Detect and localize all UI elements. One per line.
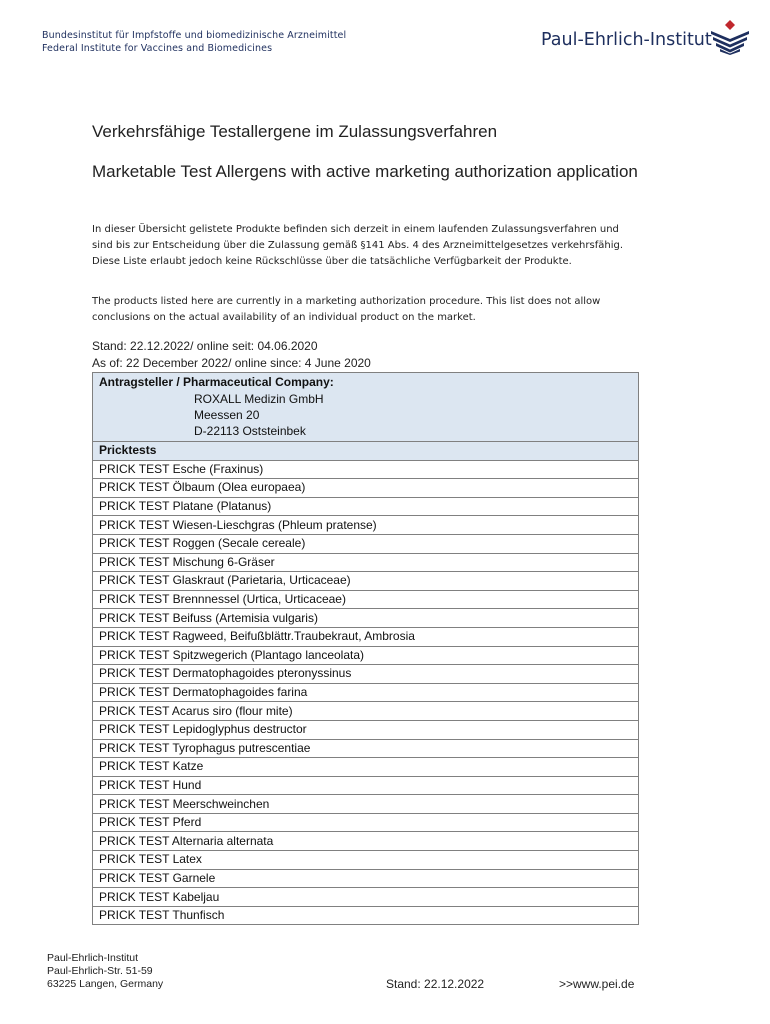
product-name: PRICK TEST Thunfisch xyxy=(93,906,639,925)
company-city: D-22113 Oststeinbek xyxy=(194,424,306,438)
section-row xyxy=(93,442,639,461)
footer-address-line: 63225 Langen, Germany xyxy=(47,978,164,990)
product-name: PRICK TEST Spitzwegerich (Plantago lanceolata) xyxy=(93,646,639,665)
company-name: ROXALL Medizin GmbH xyxy=(194,392,324,406)
footer-address-line: Paul-Ehrlich-Institut xyxy=(47,952,139,964)
table-row xyxy=(93,497,639,516)
footer-address-line: Paul-Ehrlich-Str. 51-59 xyxy=(47,965,153,977)
stand-date-en: As of: 22 December 2022/ online since: 4 June 2020 xyxy=(92,356,371,370)
table-row xyxy=(93,869,639,888)
company-row xyxy=(93,373,639,442)
table-row xyxy=(93,627,639,646)
product-name: PRICK TEST Brennnessel (Urtica, Urticaceae) xyxy=(93,590,639,609)
institute-name-en: Federal Institute for Vaccines and Biomedicines xyxy=(42,43,273,54)
table-row xyxy=(93,590,639,609)
table-row xyxy=(93,646,639,665)
product-name: PRICK TEST Latex xyxy=(93,851,639,870)
product-name: PRICK TEST Acarus siro (flour mite) xyxy=(93,702,639,721)
table-row xyxy=(93,720,639,739)
table-row xyxy=(93,479,639,498)
product-name: PRICK TEST Platane (Platanus) xyxy=(93,497,639,516)
table-row xyxy=(93,665,639,684)
section-title: Pricktests xyxy=(93,442,639,461)
table-row xyxy=(93,516,639,535)
company-label: Antragsteller / Pharmaceutical Company: xyxy=(99,375,334,389)
table-row xyxy=(93,906,639,925)
company-cell xyxy=(93,373,639,442)
product-name: PRICK TEST Katze xyxy=(93,758,639,777)
product-name: PRICK TEST Ölbaum (Olea europaea) xyxy=(93,479,639,498)
table-row xyxy=(93,758,639,777)
table-row xyxy=(93,888,639,907)
footer-address xyxy=(47,952,163,991)
stand-date-de: Stand: 22.12.2022/ online seit: 04.06.2020 xyxy=(92,339,318,353)
table-row xyxy=(93,572,639,591)
title-de: Verkehrsfähige Testallergene im Zulassungsverfahren xyxy=(92,122,498,141)
intro-paragraph-en: The products listed here are currently in a marketing authorization procedure. This list does not allow conclusions on the actual availability of an individual product on the market. xyxy=(92,296,601,323)
table-row xyxy=(93,851,639,870)
table-row xyxy=(93,739,639,758)
table-row xyxy=(93,795,639,814)
table-row xyxy=(93,683,639,702)
table-row xyxy=(93,832,639,851)
intro-paragraph-de: In dieser Übersicht gelistete Produkte befinden sich derzeit in einem laufenden Zulassungsverfahren und sind bis zur Entscheidung über die Zulassung gemäß §141 Abs. 4 des Arzneimittelgesetzes verkehrsfähig. Diese Liste erlaubt jedoch keine Rückschlüsse über die tatsächliche Verfügbarkeit der Produkte. xyxy=(92,224,624,267)
table-row xyxy=(93,609,639,628)
table-row xyxy=(93,553,639,572)
product-name: PRICK TEST Dermatophagoides pteronyssinus xyxy=(93,665,639,684)
product-name: PRICK TEST Roggen (Secale cereale) xyxy=(93,534,639,553)
product-name: PRICK TEST Esche (Fraxinus) xyxy=(93,460,639,479)
product-name: PRICK TEST Wiesen-Lieschgras (Phleum pratense) xyxy=(93,516,639,535)
company-street: Meessen 20 xyxy=(194,408,260,422)
product-name: PRICK TEST Hund xyxy=(93,776,639,795)
product-name: PRICK TEST Alternaria alternata xyxy=(93,832,639,851)
product-name: PRICK TEST Dermatophagoides farina xyxy=(93,683,639,702)
product-name: PRICK TEST Kabeljau xyxy=(93,888,639,907)
logo-text: Paul-Ehrlich-Institut xyxy=(541,30,712,50)
footer-stand: Stand: 22.12.2022 xyxy=(386,977,485,991)
table-row xyxy=(93,702,639,721)
product-name: PRICK TEST Tyrophagus putrescentiae xyxy=(93,739,639,758)
allergen-table xyxy=(92,372,639,925)
product-name: PRICK TEST Garnele xyxy=(93,869,639,888)
product-name: PRICK TEST Pferd xyxy=(93,813,639,832)
table-row xyxy=(93,534,639,553)
product-name: PRICK TEST Glaskraut (Parietaria, Urticaceae) xyxy=(93,572,639,591)
title-en: Marketable Test Allergens with active marketing authorization application xyxy=(92,162,638,181)
product-name: PRICK TEST Ragweed, Beifußblättr.Traubekraut, Ambrosia xyxy=(93,627,639,646)
product-name: PRICK TEST Meerschweinchen xyxy=(93,795,639,814)
table-row xyxy=(93,813,639,832)
footer-website-link[interactable]: >>www.pei.de xyxy=(559,977,635,991)
product-name: PRICK TEST Beifuss (Artemisia vulgaris) xyxy=(93,609,639,628)
table-row xyxy=(93,460,639,479)
institute-name-de: Bundesinstitut für Impfstoffe und biomedizinische Arzneimittel xyxy=(42,30,347,41)
table-row xyxy=(93,776,639,795)
product-name: PRICK TEST Mischung 6-Gräser xyxy=(93,553,639,572)
pei-eagle-icon xyxy=(709,19,751,55)
product-name: PRICK TEST Lepidoglyphus destructor xyxy=(93,720,639,739)
